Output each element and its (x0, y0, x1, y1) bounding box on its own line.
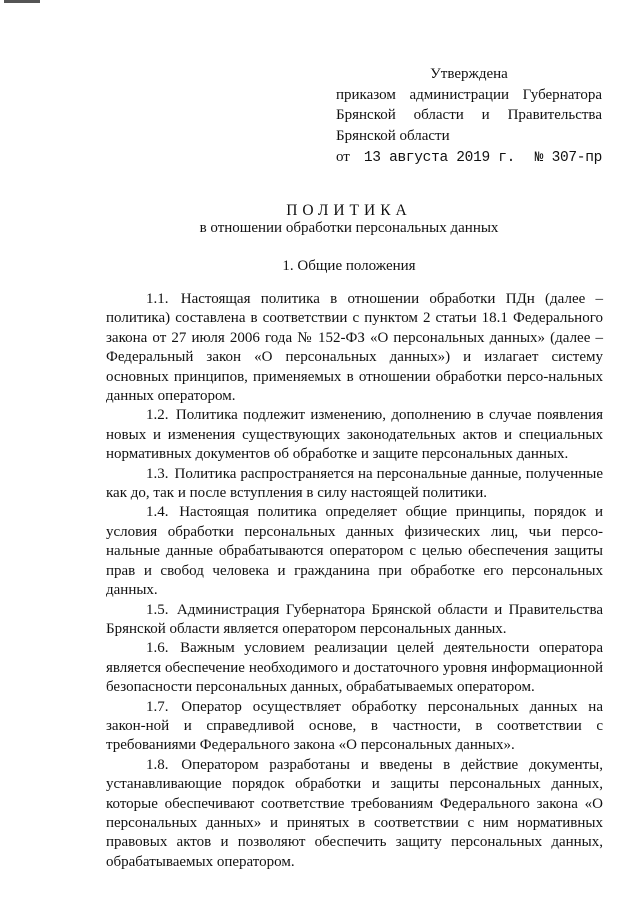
section-heading: 1. Общие положения (282, 258, 416, 274)
paragraph-1-4 (106, 503, 603, 600)
approval-block (336, 64, 602, 169)
approval-word: Брянской (336, 107, 396, 123)
paragraph-number: 1.5. (146, 601, 169, 618)
approval-date: 13 августа 2019 г. (363, 150, 516, 166)
paragraph-number: 1.6. (146, 640, 169, 657)
approval-date-line (336, 147, 602, 169)
paragraph-text: Настоящая политика определяет общие принципы, порядок и условия обработки персональных данных физических лиц, чьи персо-нальные данные обрабатываются оператором с целью обеспечения защиты прав и свобод человека и гражданина при обработке его персональных данных. (106, 504, 603, 599)
paragraph-number: 1.7. (146, 698, 169, 715)
paragraph-number: 1.4. (146, 504, 169, 521)
approval-line-4: Брянской области (336, 127, 450, 144)
paragraph-number: 1.3. (146, 465, 169, 482)
date-prefix: от (336, 149, 350, 165)
paragraph-number: 1.1. (146, 291, 169, 307)
paragraph-1-6 (106, 639, 603, 697)
approval-word: области (413, 107, 464, 123)
approval-word: Правительства (507, 107, 602, 123)
paragraph-1-2 (106, 406, 603, 464)
document-title: ПОЛИТИКА (286, 202, 412, 219)
approval-number: № 307-пр (534, 150, 602, 166)
approval-word: приказом (336, 86, 396, 103)
paragraph-1-8 (106, 756, 603, 872)
paragraph-text: Настоящая политика в отношении обработки ПДн (далее – политика) составлена в соответствии с пунктом 2 статьи 18.1 Федерального закона от 27 июля 2006 года № 152-ФЗ «О персональных данных» (далее – Федеральный закон «О персональных данных») и излагает систему основных принципов, применяемых в отношении обработки персо-нальных данных оператором. (106, 291, 604, 405)
paragraph-number: 1.2. (146, 407, 169, 424)
paragraph-text: Оператором разработаны и введены в действие документы, устанавливающие порядок обработки и защиты персональных данных, которые обеспечивают соответствие требованиям Федерального закона «О персональных данных» и принятых в соответствии с ним нормативных правовых актов и позволяют обеспечить защиту персональных данных, обрабатываемых оператором. (106, 756, 604, 870)
paragraph-text: Важным условием реализации целей деятельности оператора является обеспечение необходимого и достаточного уровня информационной безопасности персональных данных, обрабатываемых оператором. (106, 640, 603, 696)
scan-edge-mark (4, 0, 40, 3)
approval-line-2 (336, 85, 602, 106)
approval-heading: Утверждена (430, 66, 508, 82)
document-subtitle: в отношении обработки персональных данных (199, 220, 499, 236)
approval-line-3 (336, 105, 602, 126)
paragraph-1-3 (106, 465, 603, 504)
paragraph-text: Политика распространяется на персональные данные, полученные как до, так и после вступления в силу настоящей политики. (106, 465, 604, 502)
approval-word: Губернатора (522, 86, 602, 103)
paragraph-text: Политика подлежит изменению, дополнению в случае появления новых и изменения существующих законодательных актов и специальных нормативных документов об обработке и защите персональных данных. (106, 407, 604, 463)
approval-word: и (481, 107, 490, 123)
paragraph-text: Администрация Губернатора Брянской области и Правительства Брянской области является оператором персональных данных. (106, 601, 603, 637)
paragraph-number: 1.8. (146, 756, 169, 773)
paragraph-1-5 (106, 601, 603, 640)
approval-word: администрации (409, 86, 509, 103)
paragraph-text: Оператор осуществляет обработку персональных данных на закон-ной и справедливой основе, в частности, в соответствии с требованиями Федерального закона «О персональных данных». (106, 698, 603, 754)
paragraph-1-7 (106, 698, 603, 756)
document-body (106, 290, 603, 872)
paragraph-1-1 (106, 290, 603, 406)
